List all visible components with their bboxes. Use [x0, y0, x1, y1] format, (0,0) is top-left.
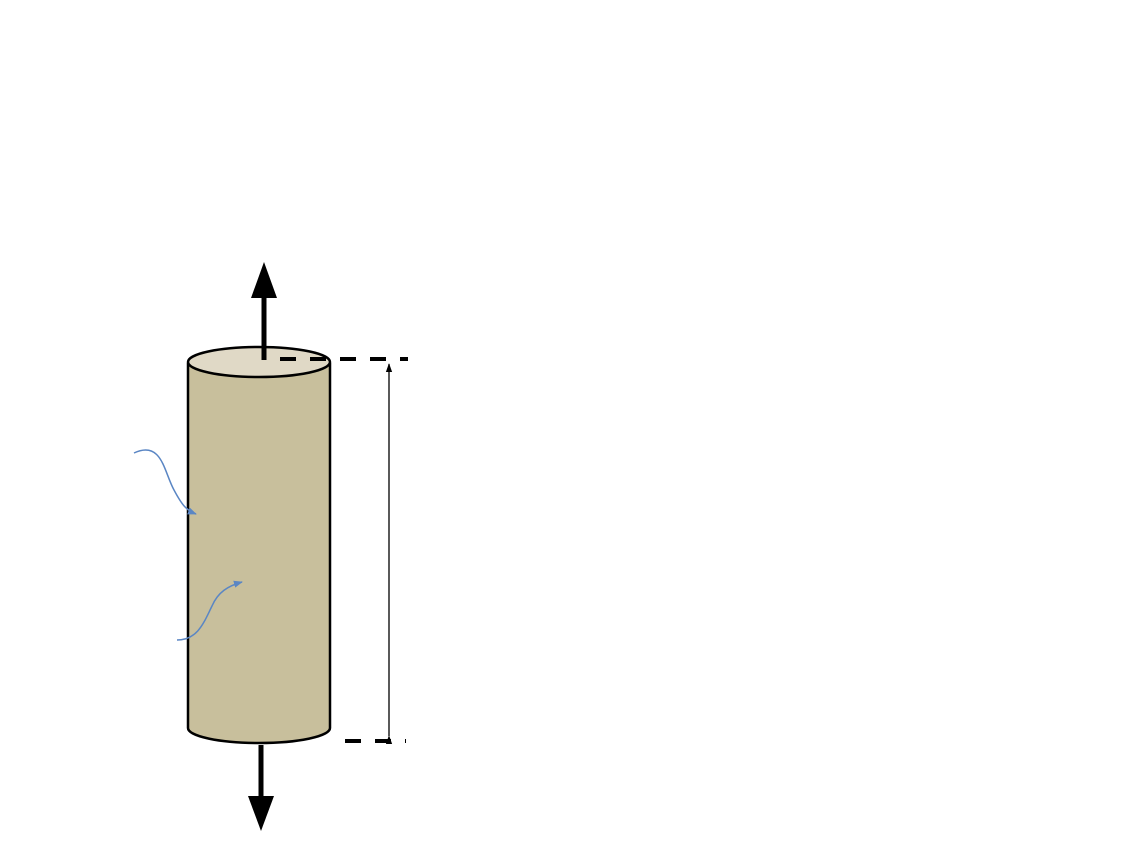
- cylindrical-bar: [188, 347, 330, 743]
- top-load-arrow: [251, 262, 277, 360]
- bottom-load-arrow: [248, 745, 274, 831]
- bar-top-face: [188, 347, 330, 377]
- bar-body: [188, 364, 330, 743]
- area-leader-arrow: [134, 450, 196, 514]
